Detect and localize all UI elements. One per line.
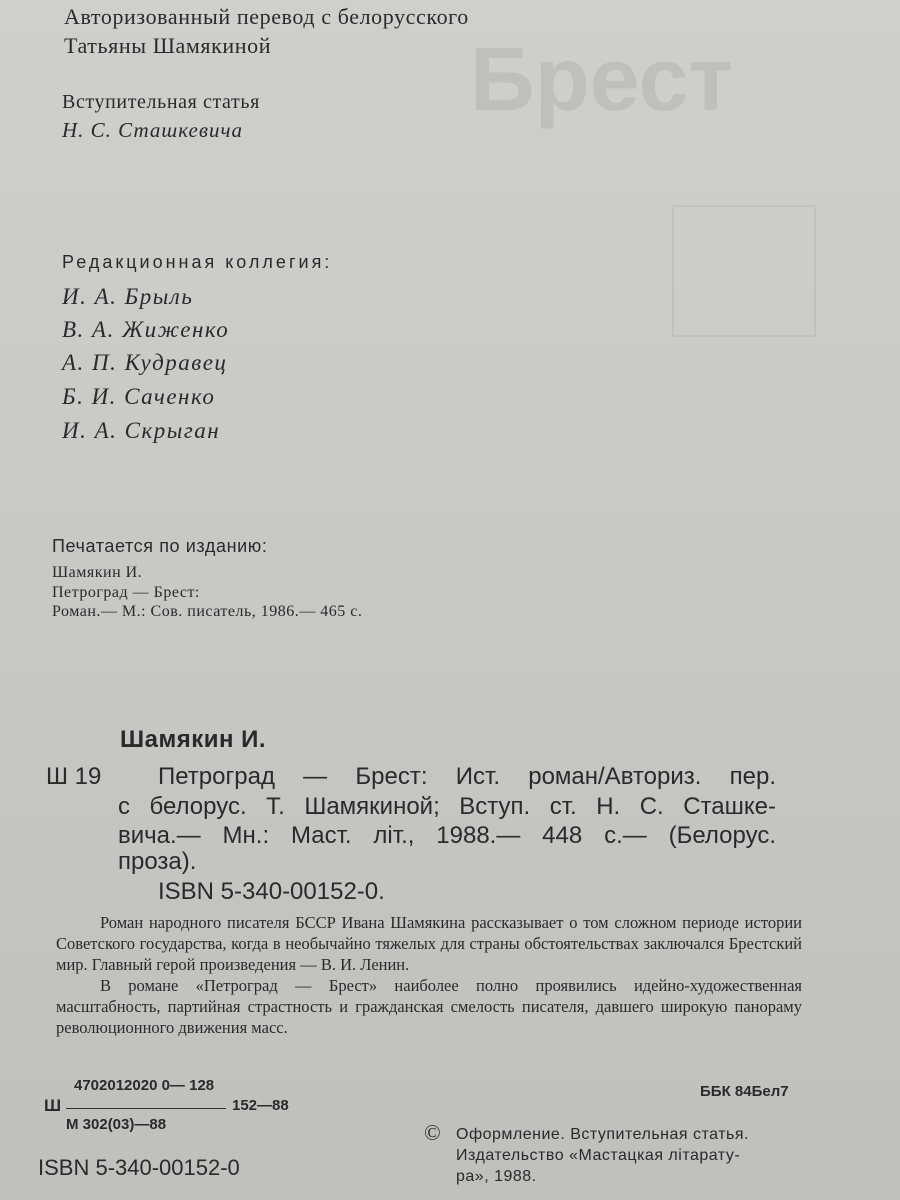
catalog-annotation bbox=[56, 912, 802, 1038]
catalog-author: Шамякин И. bbox=[120, 726, 267, 753]
board-member: А. П. Кудравец bbox=[62, 350, 228, 375]
annotation-paragraph: Роман народного писателя БССР Ивана Шамякина рассказывает о том сложном периоде истории Советского государства, когда в необычайно тяжелых для страны обстоятельствах заключался Брестский мир. Главный герой произведения — В. И. Ленин. bbox=[56, 913, 802, 974]
copyright-line: Издательство «Мастацкая літарату- bbox=[456, 1147, 741, 1164]
fraction-bar bbox=[66, 1108, 226, 1109]
source-title: Петроград — Брест: bbox=[52, 584, 200, 601]
board-member: И. А. Скрыган bbox=[62, 418, 221, 443]
fraction-prefix: Ш bbox=[44, 1096, 62, 1115]
fraction-numerator: 4702012020 0— 128 bbox=[74, 1077, 215, 1094]
catalog-line: проза). bbox=[118, 848, 197, 875]
intro-label: Вступительная статья bbox=[62, 91, 260, 113]
copyright-line: ра», 1988. bbox=[456, 1168, 537, 1185]
catalog-line: вича.— Мн.: Маст. літ., 1988.— 448 с.— (Белорус. bbox=[118, 822, 776, 849]
source-author: Шамякин И. bbox=[52, 564, 143, 581]
bbk-code: ББК 84Бел7 bbox=[700, 1083, 789, 1100]
copyright-line: Оформление. Вступительная статья. bbox=[456, 1126, 749, 1143]
board-member: В. А. Жиженко bbox=[62, 317, 230, 342]
show-through-text: Брест bbox=[470, 30, 733, 130]
copyright-symbol: © bbox=[424, 1120, 441, 1145]
board-member: Б. И. Саченко bbox=[62, 384, 216, 409]
isbn-bottom: ISBN 5-340-00152-0 bbox=[38, 1155, 240, 1180]
catalog-line: Петроград — Брест: Ист. роман/Авториз. пер. bbox=[158, 763, 776, 790]
translation-line: Авторизованный перевод с белорусского bbox=[64, 4, 469, 29]
catalog-line: с белорус. Т. Шамякиной; Вступ. ст. Н. С. Сташке- bbox=[118, 793, 776, 820]
fraction-denominator: М 302(03)—88 bbox=[66, 1116, 167, 1133]
board-heading: Редакционная коллегия: bbox=[62, 252, 333, 272]
source-imprint: Роман.— М.: Сов. писатель, 1986.— 465 с. bbox=[52, 603, 363, 620]
board-member: И. А. Брыль bbox=[62, 284, 194, 309]
intro-author: Н. С. Сташкевича bbox=[62, 118, 244, 142]
catalog-index: Ш 19 bbox=[46, 763, 102, 790]
annotation-paragraph: В романе «Петроград — Брест» наиболее полно проявились идейно-художественная масштабность, партийная страстность и гражданская смелость писателя, давшего широкую панораму революционного движения масс. bbox=[56, 976, 802, 1037]
fraction-right: 152—88 bbox=[232, 1097, 289, 1114]
source-heading: Печатается по изданию: bbox=[52, 536, 268, 556]
catalog-isbn: ISBN 5-340-00152-0. bbox=[158, 878, 385, 905]
translator-name: Татьяны Шамякиной bbox=[64, 33, 272, 58]
show-through-frame bbox=[672, 205, 816, 337]
